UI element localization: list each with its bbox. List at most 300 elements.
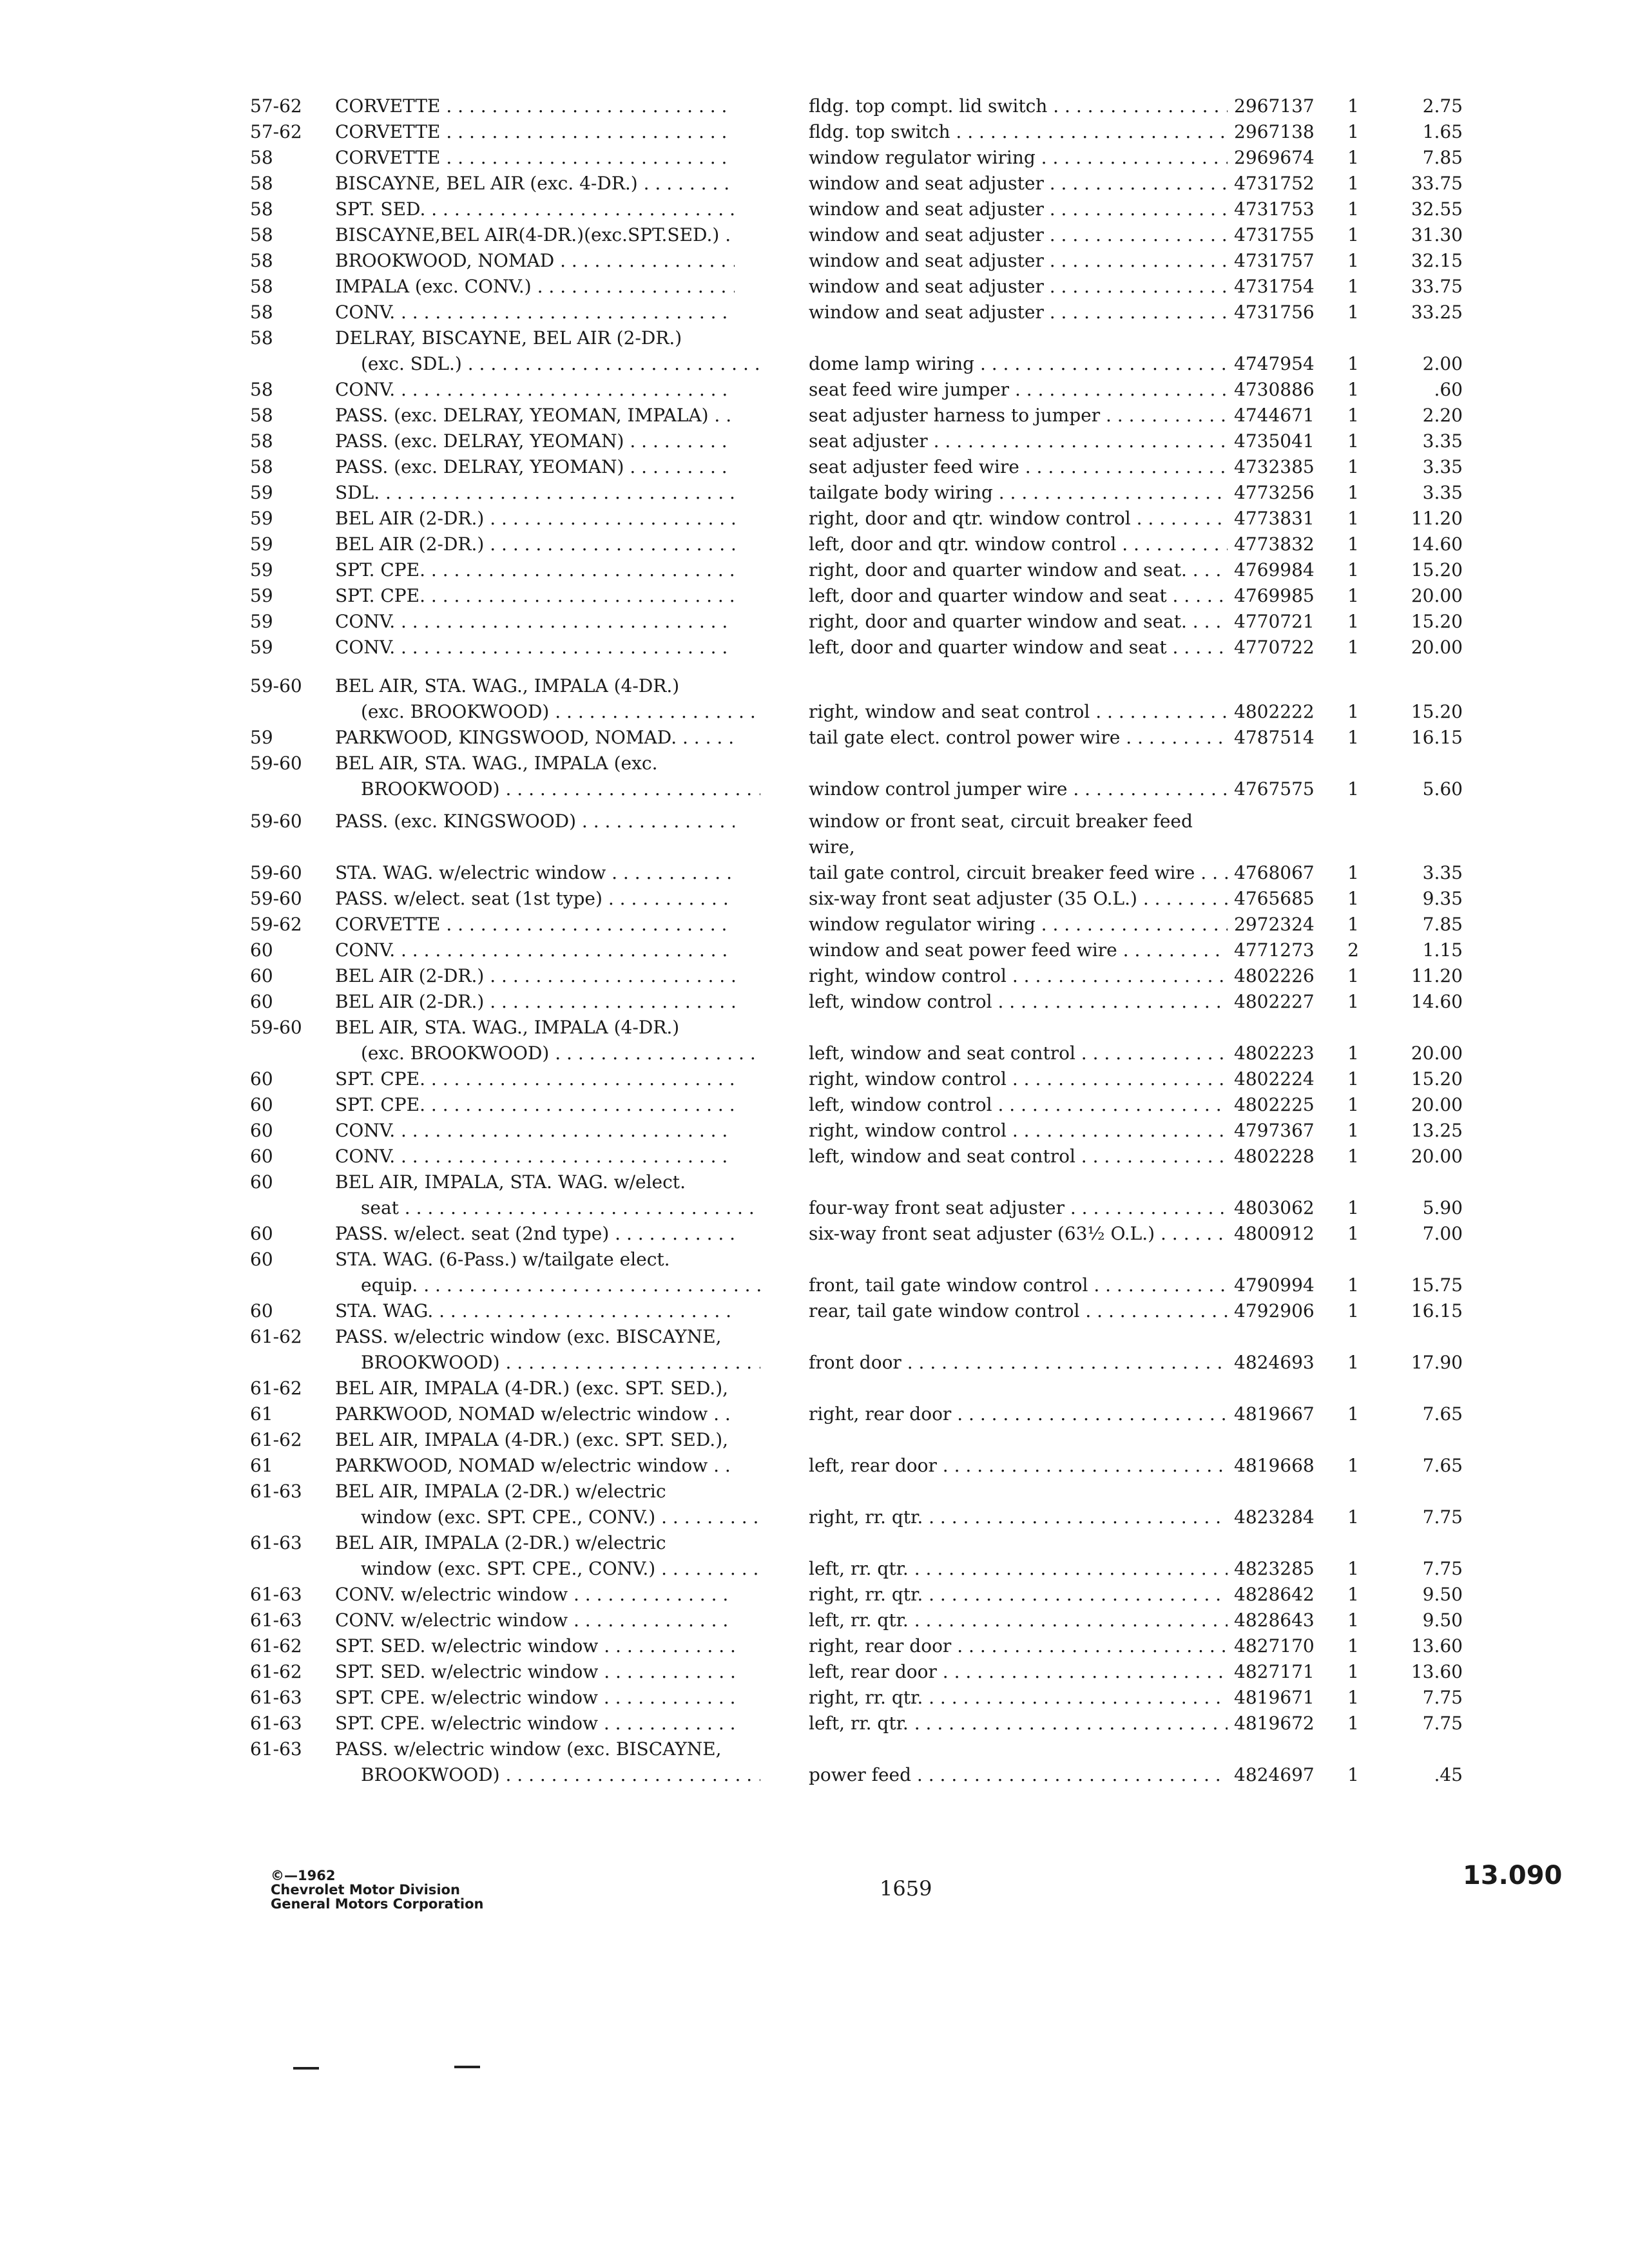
quantity: 1 bbox=[1347, 1610, 1359, 1631]
model-year: 61-63 bbox=[250, 1687, 302, 1708]
model-name: CORVETTE . . . bbox=[335, 914, 735, 936]
part-number: 4802222 bbox=[1234, 701, 1315, 722]
part-description: window and seat adjuster . . . bbox=[809, 173, 1228, 195]
part-number: 4803062 bbox=[1234, 1197, 1315, 1218]
parts-row bbox=[0, 1352, 1629, 1374]
parts-row bbox=[0, 121, 1629, 143]
part-number: 4769984 bbox=[1234, 559, 1315, 581]
model-year: 61-62 bbox=[250, 1326, 302, 1347]
model-name: BEL AIR, STA. WAG., IMPALA (exc. bbox=[335, 753, 658, 774]
list-price: 9.50 bbox=[1422, 1610, 1463, 1631]
model-name: PARKWOOD, KINGSWOOD, NOMAD. . . . . bbox=[335, 727, 735, 749]
model-year: 60 bbox=[250, 1171, 273, 1193]
parts-row bbox=[0, 1738, 1629, 1760]
parts-row bbox=[0, 1764, 1629, 1786]
list-price: 5.90 bbox=[1422, 1197, 1463, 1218]
parts-row bbox=[0, 1687, 1629, 1709]
part-description: seat adjuster . . . bbox=[809, 430, 1228, 452]
model-year: 59-60 bbox=[250, 888, 302, 909]
parts-row bbox=[0, 1146, 1629, 1168]
model-year: 58 bbox=[250, 224, 273, 245]
parts-row bbox=[0, 675, 1629, 697]
quantity: 1 bbox=[1347, 302, 1359, 323]
quantity: 1 bbox=[1347, 198, 1359, 220]
part-number: 4747954 bbox=[1234, 353, 1315, 374]
model-name: BROOKWOOD, NOMAD . . . bbox=[335, 250, 735, 272]
list-price: 15.20 bbox=[1411, 701, 1463, 722]
part-description: right, rr. qtr. . . . bbox=[809, 1584, 1228, 1606]
model-name: SPT. CPE. . . . bbox=[335, 559, 735, 581]
model-name: PASS. w/electric window (exc. BISCAYNE, bbox=[335, 1738, 722, 1760]
list-price: 3.35 bbox=[1422, 456, 1463, 477]
quantity: 2 bbox=[1347, 939, 1359, 961]
corporation-line: General Motors Corporation bbox=[271, 1896, 484, 1912]
quantity: 1 bbox=[1347, 1223, 1359, 1244]
parts-row bbox=[0, 1171, 1629, 1193]
model-year: 61 bbox=[250, 1403, 273, 1425]
parts-row bbox=[0, 508, 1629, 530]
model-year: 58 bbox=[250, 173, 273, 194]
parts-row bbox=[0, 1713, 1629, 1735]
model-year: 61-62 bbox=[250, 1429, 302, 1450]
part-description: seat adjuster harness to jumper . . . bbox=[809, 405, 1228, 427]
model-name: PASS. (exc. KINGSWOOD) . . . bbox=[335, 811, 735, 832]
model-name: CORVETTE . . . bbox=[335, 121, 735, 143]
model-name: BEL AIR, IMPALA (2-DR.) w/electric bbox=[335, 1532, 666, 1553]
quantity: 1 bbox=[1347, 778, 1359, 800]
quantity: 1 bbox=[1347, 250, 1359, 271]
quantity: 1 bbox=[1347, 173, 1359, 194]
model-year: 58 bbox=[250, 430, 273, 452]
list-price: 1.15 bbox=[1422, 939, 1463, 961]
model-name: PASS. w/elect. seat (2nd type) . . . bbox=[335, 1223, 735, 1245]
part-description: window and seat adjuster . . . bbox=[809, 276, 1228, 298]
list-price: 32.55 bbox=[1411, 198, 1463, 220]
part-description: seat adjuster feed wire . . . bbox=[809, 456, 1228, 478]
section-number: 13.090 bbox=[1463, 1861, 1563, 1890]
part-number: 4731757 bbox=[1234, 250, 1315, 271]
part-number: 4802225 bbox=[1234, 1094, 1315, 1115]
part-number: 2967137 bbox=[1234, 95, 1315, 117]
parts-row bbox=[0, 482, 1629, 504]
part-description: window and seat adjuster . . . bbox=[809, 250, 1228, 272]
model-name: PASS. (exc. DELRAY, YEOMAN, IMPALA) . . . bbox=[335, 405, 735, 427]
list-price: 15.20 bbox=[1411, 1068, 1463, 1090]
quantity: 1 bbox=[1347, 1455, 1359, 1476]
part-description: left, window and seat control . . . bbox=[809, 1146, 1228, 1168]
model-name: CONV. . . . bbox=[335, 1146, 735, 1168]
part-number: 4765685 bbox=[1234, 888, 1315, 909]
list-price: 13.60 bbox=[1411, 1635, 1463, 1657]
quantity: 1 bbox=[1347, 1506, 1359, 1528]
quantity: 1 bbox=[1347, 1146, 1359, 1167]
quantity: 1 bbox=[1347, 456, 1359, 477]
part-description: window and seat adjuster . . . bbox=[809, 198, 1228, 220]
list-price: 33.25 bbox=[1411, 302, 1463, 323]
list-price: 15.20 bbox=[1411, 559, 1463, 581]
part-description: tailgate body wiring . . . bbox=[809, 482, 1228, 504]
model-year: 58 bbox=[250, 198, 273, 220]
list-price: 16.15 bbox=[1411, 1300, 1463, 1321]
parts-row bbox=[0, 611, 1629, 633]
model-year: 58 bbox=[250, 456, 273, 477]
parts-row bbox=[0, 1481, 1629, 1503]
part-description: four-way front seat adjuster . . . bbox=[809, 1197, 1228, 1219]
part-number: 4735041 bbox=[1234, 430, 1315, 452]
part-description: left, rr. qtr. . . . bbox=[809, 1610, 1228, 1631]
part-description: left, door and qtr. window control . . . bbox=[809, 533, 1228, 555]
parts-row bbox=[0, 533, 1629, 555]
list-price: 31.30 bbox=[1411, 224, 1463, 245]
parts-row bbox=[0, 727, 1629, 749]
list-price: 3.35 bbox=[1422, 482, 1463, 503]
model-name: STA. WAG. (6-Pass.) w/tailgate elect. bbox=[335, 1249, 670, 1270]
part-number: 4827170 bbox=[1234, 1635, 1315, 1657]
part-number: 4819667 bbox=[1234, 1403, 1315, 1425]
list-price: 14.60 bbox=[1411, 533, 1463, 555]
list-price: 7.75 bbox=[1422, 1687, 1463, 1708]
quantity: 1 bbox=[1347, 1584, 1359, 1605]
list-price: 7.65 bbox=[1422, 1455, 1463, 1476]
model-year: 61 bbox=[250, 1455, 273, 1476]
parts-row bbox=[0, 1249, 1629, 1271]
model-year: 61-63 bbox=[250, 1532, 302, 1553]
part-number: 4802223 bbox=[1234, 1043, 1315, 1064]
part-description: right, rr. qtr. . . . bbox=[809, 1506, 1228, 1528]
division-line: Chevrolet Motor Division bbox=[271, 1882, 460, 1898]
model-year: 59-60 bbox=[250, 811, 302, 832]
quantity: 1 bbox=[1347, 147, 1359, 168]
quantity: 1 bbox=[1347, 1764, 1359, 1785]
parts-row bbox=[0, 701, 1629, 723]
part-number: 4824693 bbox=[1234, 1352, 1315, 1373]
model-year: 58 bbox=[250, 250, 273, 271]
parts-row bbox=[0, 327, 1629, 349]
parts-row bbox=[0, 379, 1629, 401]
quantity: 1 bbox=[1347, 1661, 1359, 1682]
list-price: 32.15 bbox=[1411, 250, 1463, 271]
list-price: 15.20 bbox=[1411, 611, 1463, 632]
part-description: window regulator wiring . . . bbox=[809, 914, 1228, 936]
part-description: right, rear door . . . bbox=[809, 1635, 1228, 1657]
quantity: 1 bbox=[1347, 1068, 1359, 1090]
quantity: 1 bbox=[1347, 701, 1359, 722]
model-name: PARKWOOD, NOMAD w/electric window . . . bbox=[335, 1403, 735, 1425]
parts-row bbox=[0, 1584, 1629, 1606]
part-number: 4802224 bbox=[1234, 1068, 1315, 1090]
list-price: 3.35 bbox=[1422, 862, 1463, 883]
list-price: 7.85 bbox=[1422, 147, 1463, 168]
part-description: right, window control . . . bbox=[809, 965, 1228, 987]
part-description: right, rr. qtr. . . . bbox=[809, 1687, 1228, 1709]
part-number: 4823284 bbox=[1234, 1506, 1315, 1528]
model-year: 61-63 bbox=[250, 1610, 302, 1631]
model-name: CONV. w/electric window . . . bbox=[335, 1610, 735, 1631]
model-year: 58 bbox=[250, 302, 273, 323]
list-price: .45 bbox=[1434, 1764, 1463, 1785]
parts-row bbox=[0, 559, 1629, 581]
copyright-line: ©—1962 bbox=[271, 1868, 336, 1883]
quantity: 1 bbox=[1347, 965, 1359, 986]
part-description: window or front seat, circuit breaker feed bbox=[809, 811, 1193, 832]
list-price: 33.75 bbox=[1411, 173, 1463, 194]
parts-row bbox=[0, 198, 1629, 220]
model-name: CONV. . . . bbox=[335, 939, 735, 961]
quantity: 1 bbox=[1347, 1043, 1359, 1064]
model-name: BEL AIR (2-DR.) . . . bbox=[335, 965, 735, 987]
parts-row bbox=[0, 1378, 1629, 1399]
quantity: 1 bbox=[1347, 482, 1359, 503]
list-price: 9.35 bbox=[1422, 888, 1463, 909]
part-description: left, window control . . . bbox=[809, 991, 1228, 1013]
model-name: PARKWOOD, NOMAD w/electric window . . . bbox=[335, 1455, 735, 1477]
model-year: 60 bbox=[250, 965, 273, 986]
model-year: 59 bbox=[250, 482, 273, 503]
part-number: 4824697 bbox=[1234, 1764, 1315, 1785]
list-price: 7.75 bbox=[1422, 1506, 1463, 1528]
part-number: 4802228 bbox=[1234, 1146, 1315, 1167]
part-number: 4773832 bbox=[1234, 533, 1315, 555]
part-description: wire, bbox=[809, 836, 855, 858]
model-name: PASS. w/electric window (exc. BISCAYNE, bbox=[335, 1326, 722, 1347]
part-number: 4819668 bbox=[1234, 1455, 1315, 1476]
model-name: PASS. (exc. DELRAY, YEOMAN) . . . bbox=[335, 456, 735, 478]
model-name: window (exc. SPT. CPE., CONV.) . . . bbox=[361, 1506, 760, 1528]
model-year: 59 bbox=[250, 585, 273, 606]
list-price: 11.20 bbox=[1411, 965, 1463, 986]
quantity: 1 bbox=[1347, 1197, 1359, 1218]
quantity: 1 bbox=[1347, 1687, 1359, 1708]
model-name: equip. . . . bbox=[361, 1274, 760, 1296]
parts-row bbox=[0, 1455, 1629, 1477]
parts-row bbox=[0, 836, 1629, 858]
parts-row bbox=[0, 353, 1629, 375]
model-name: SPT. CPE. . . . bbox=[335, 1068, 735, 1090]
part-number: 4770722 bbox=[1234, 637, 1315, 658]
part-description: tail gate control, circuit breaker feed wire . . . . bbox=[809, 862, 1228, 884]
parts-row bbox=[0, 1429, 1629, 1451]
model-name: STA. WAG. . . . bbox=[335, 1300, 735, 1322]
quantity: 1 bbox=[1347, 533, 1359, 555]
model-year: 58 bbox=[250, 147, 273, 168]
part-number: 4731756 bbox=[1234, 302, 1315, 323]
parts-row bbox=[0, 1274, 1629, 1296]
model-year: 58 bbox=[250, 405, 273, 426]
list-price: 33.75 bbox=[1411, 276, 1463, 297]
model-year: 61-63 bbox=[250, 1481, 302, 1502]
model-name: SPT. CPE. w/electric window . . . bbox=[335, 1713, 735, 1735]
part-number: 4802226 bbox=[1234, 965, 1315, 986]
quantity: 1 bbox=[1347, 1094, 1359, 1115]
model-name: SDL. . . . bbox=[335, 482, 735, 504]
list-price: 11.20 bbox=[1411, 508, 1463, 529]
model-name: BISCAYNE, BEL AIR (exc. 4-DR.) . . . bbox=[335, 173, 735, 195]
model-year: 57-62 bbox=[250, 95, 302, 117]
parts-row bbox=[0, 1635, 1629, 1657]
part-description: left, window and seat control . . . bbox=[809, 1043, 1228, 1064]
part-number: 4731754 bbox=[1234, 276, 1315, 297]
model-name: SPT. CPE. . . . bbox=[335, 585, 735, 607]
list-price: 15.75 bbox=[1411, 1274, 1463, 1296]
model-name: CORVETTE . . . bbox=[335, 147, 735, 169]
model-year: 59-62 bbox=[250, 914, 302, 935]
list-price: 7.85 bbox=[1422, 914, 1463, 935]
list-price: 3.35 bbox=[1422, 430, 1463, 452]
model-name: CORVETTE . . . bbox=[335, 95, 735, 117]
model-name: PASS. (exc. DELRAY, YEOMAN) . . . bbox=[335, 430, 735, 452]
quantity: 1 bbox=[1347, 888, 1359, 909]
model-name: SPT. CPE. w/electric window . . . bbox=[335, 1687, 735, 1709]
page-number: 1659 bbox=[880, 1876, 932, 1901]
model-name: BROOKWOOD) . . . bbox=[361, 778, 760, 800]
quantity: 1 bbox=[1347, 508, 1359, 529]
quantity: 1 bbox=[1347, 862, 1359, 883]
model-name: BEL AIR, IMPALA (4-DR.) (exc. SPT. SED.), bbox=[335, 1378, 729, 1399]
model-name: SPT. CPE. . . . bbox=[335, 1094, 735, 1116]
list-price: 7.00 bbox=[1422, 1223, 1463, 1244]
model-name: (exc. BROOKWOOD) . . . bbox=[361, 1043, 760, 1064]
part-number: 2969674 bbox=[1234, 147, 1315, 168]
part-number: 4823285 bbox=[1234, 1558, 1315, 1579]
parts-row bbox=[0, 753, 1629, 774]
list-price: 16.15 bbox=[1411, 727, 1463, 748]
list-price: 9.50 bbox=[1422, 1584, 1463, 1605]
model-year: 61-62 bbox=[250, 1635, 302, 1657]
list-price: 17.90 bbox=[1411, 1352, 1463, 1373]
model-year: 59 bbox=[250, 508, 273, 529]
parts-row bbox=[0, 1068, 1629, 1090]
quantity: 1 bbox=[1347, 353, 1359, 374]
parts-row bbox=[0, 914, 1629, 936]
quantity: 1 bbox=[1347, 1403, 1359, 1425]
part-number: 2972324 bbox=[1234, 914, 1315, 935]
quantity: 1 bbox=[1347, 637, 1359, 658]
model-year: 58 bbox=[250, 276, 273, 297]
parts-row bbox=[0, 1120, 1629, 1142]
part-number: 4800912 bbox=[1234, 1223, 1315, 1244]
quantity: 1 bbox=[1347, 95, 1359, 117]
part-number: 4792906 bbox=[1234, 1300, 1315, 1321]
part-description: dome lamp wiring . . . bbox=[809, 353, 1228, 375]
model-year: 59-60 bbox=[250, 1017, 302, 1038]
part-number: 4819671 bbox=[1234, 1687, 1315, 1708]
list-price: 1.65 bbox=[1422, 121, 1463, 142]
model-year: 59 bbox=[250, 611, 273, 632]
quantity: 1 bbox=[1347, 1558, 1359, 1579]
model-name: seat . . . bbox=[361, 1197, 760, 1219]
model-name: BEL AIR (2-DR.) . . . bbox=[335, 991, 735, 1013]
model-year: 60 bbox=[250, 1223, 273, 1244]
list-price: 7.75 bbox=[1422, 1713, 1463, 1734]
list-price: 7.75 bbox=[1422, 1558, 1463, 1579]
model-year: 59 bbox=[250, 533, 273, 555]
parts-row bbox=[0, 1223, 1629, 1245]
model-year: 59-60 bbox=[250, 753, 302, 774]
parts-row bbox=[0, 585, 1629, 607]
model-name: BEL AIR, IMPALA (4-DR.) (exc. SPT. SED.), bbox=[335, 1429, 729, 1450]
model-year: 60 bbox=[250, 991, 273, 1012]
model-year: 60 bbox=[250, 1249, 273, 1270]
parts-row bbox=[0, 1300, 1629, 1322]
model-year: 60 bbox=[250, 1146, 273, 1167]
part-description: window and seat adjuster . . . bbox=[809, 302, 1228, 323]
model-name: BEL AIR (2-DR.) . . . bbox=[335, 533, 735, 555]
quantity: 1 bbox=[1347, 585, 1359, 606]
list-price: 14.60 bbox=[1411, 991, 1463, 1012]
model-name: SPT. SED. . . . bbox=[335, 198, 735, 220]
model-name: BROOKWOOD) . . . bbox=[361, 1764, 760, 1786]
part-description: window control jumper wire . . . bbox=[809, 778, 1228, 800]
part-description: front door . . . bbox=[809, 1352, 1228, 1374]
part-number: 4773256 bbox=[1234, 482, 1315, 503]
part-number: 4769985 bbox=[1234, 585, 1315, 606]
parts-row bbox=[0, 1610, 1629, 1631]
model-name: SPT. SED. w/electric window . . . bbox=[335, 1661, 735, 1683]
quantity: 1 bbox=[1347, 991, 1359, 1012]
list-price: 7.65 bbox=[1422, 1403, 1463, 1425]
part-number: 4732385 bbox=[1234, 456, 1315, 477]
part-description: left, rear door . . . bbox=[809, 1455, 1228, 1477]
part-description: six-way front seat adjuster (63½ O.L.) . . . . . bbox=[809, 1223, 1228, 1245]
list-price: 20.00 bbox=[1411, 637, 1463, 658]
quantity: 1 bbox=[1347, 276, 1359, 297]
parts-row bbox=[0, 778, 1629, 800]
model-year: 59 bbox=[250, 559, 273, 581]
part-description: right, rear door . . . bbox=[809, 1403, 1228, 1425]
part-number: 4773831 bbox=[1234, 508, 1315, 529]
part-number: 4802227 bbox=[1234, 991, 1315, 1012]
model-year: 61-62 bbox=[250, 1378, 302, 1399]
parts-row bbox=[0, 939, 1629, 961]
parts-row bbox=[0, 1197, 1629, 1219]
model-name: BROOKWOOD) . . . bbox=[361, 1352, 760, 1374]
model-year: 59 bbox=[250, 637, 273, 658]
parts-row bbox=[0, 991, 1629, 1013]
part-description: right, window control . . . bbox=[809, 1068, 1228, 1090]
part-description: rear, tail gate window control . . . bbox=[809, 1300, 1228, 1322]
part-number: 4828642 bbox=[1234, 1584, 1315, 1605]
model-year: 57-62 bbox=[250, 121, 302, 142]
part-number: 4731755 bbox=[1234, 224, 1315, 245]
part-description: tail gate elect. control power wire . . . bbox=[809, 727, 1228, 749]
parts-row bbox=[0, 1661, 1629, 1683]
list-price: .60 bbox=[1434, 379, 1463, 400]
parts-row bbox=[0, 456, 1629, 478]
part-number: 4770721 bbox=[1234, 611, 1315, 632]
scan-mark bbox=[454, 2066, 480, 2068]
parts-row bbox=[0, 1043, 1629, 1064]
part-description: left, rr. qtr. . . . bbox=[809, 1558, 1228, 1580]
model-year: 60 bbox=[250, 1300, 273, 1321]
model-name: CONV. . . . bbox=[335, 1120, 735, 1142]
part-description: left, door and quarter window and seat . . . . . bbox=[809, 637, 1228, 658]
list-price: 5.60 bbox=[1422, 778, 1463, 800]
quantity: 1 bbox=[1347, 1274, 1359, 1296]
model-name: SPT. SED. w/electric window . . . bbox=[335, 1635, 735, 1657]
parts-row bbox=[0, 965, 1629, 987]
parts-row bbox=[0, 147, 1629, 169]
model-name: PASS. w/elect. seat (1st type) . . . bbox=[335, 888, 735, 910]
quantity: 1 bbox=[1347, 914, 1359, 935]
part-description: right, door and qtr. window control . . . bbox=[809, 508, 1228, 530]
part-description: six-way front seat adjuster (35 O.L.) . . . bbox=[809, 888, 1228, 910]
quantity: 1 bbox=[1347, 1120, 1359, 1141]
list-price: 20.00 bbox=[1411, 1094, 1463, 1115]
model-year: 61-63 bbox=[250, 1584, 302, 1605]
model-year: 59 bbox=[250, 727, 273, 748]
parts-row bbox=[0, 224, 1629, 246]
part-number: 4730886 bbox=[1234, 379, 1315, 400]
